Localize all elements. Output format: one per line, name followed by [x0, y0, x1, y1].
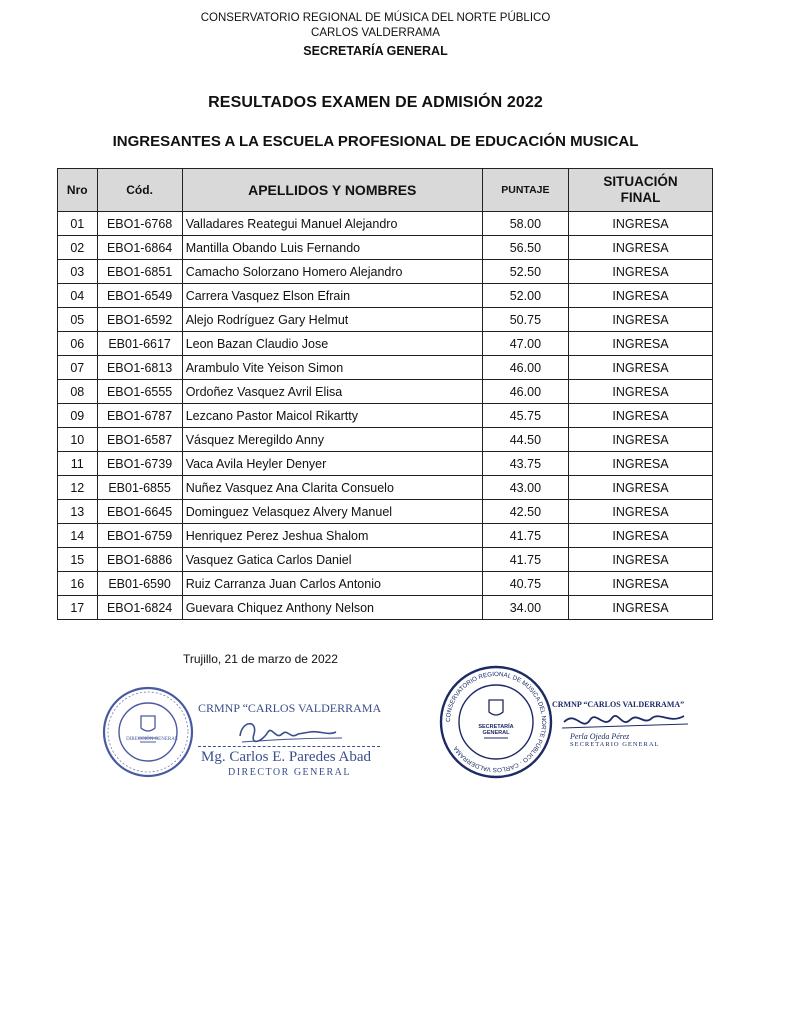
cell-name: Lezcano Pastor Maicol Rikartty	[182, 404, 482, 428]
cell-score: 50.75	[482, 308, 568, 332]
cell-status: INGRESA	[568, 476, 712, 500]
cell-status: INGRESA	[568, 308, 712, 332]
cell-name: Valladares Reategui Manuel Alejandro	[182, 212, 482, 236]
column-header-nro: Nro	[58, 169, 98, 212]
table-row	[58, 212, 713, 236]
table-row	[58, 596, 713, 620]
institution-name-line1: CONSERVATORIO REGIONAL DE MÚSICA DEL NORTE PÚBLICO	[200, 12, 551, 24]
seal-ring-text: CONSERVATORIO REGIONAL DE MÚSICA DEL NORTE PÚBLICO · CARLOS VALDERRAMA	[444, 670, 548, 774]
institution-name-line2: CARLOS VALDERRAMA	[311, 27, 440, 39]
director-role: DIRECTOR GENERAL	[228, 767, 351, 778]
cell-code: EBO1-6549	[97, 284, 182, 308]
column-header-code: Cód.	[97, 169, 182, 212]
cell-name: Ruiz Carranza Juan Carlos Antonio	[182, 572, 482, 596]
cell-name: Vásquez Meregildo Anny	[182, 428, 482, 452]
cell-name: Arambulo Vite Yeison Simon	[182, 356, 482, 380]
cell-nro: 02	[58, 236, 98, 260]
cell-code: EBO1-6787	[97, 404, 182, 428]
table-row	[58, 236, 713, 260]
cell-name: Leon Bazan Claudio Jose	[182, 332, 482, 356]
cell-nro: 01	[58, 212, 98, 236]
cell-name: Nuñez Vasquez Ana Clarita Consuelo	[182, 476, 482, 500]
cell-name: Carrera Vasquez Elson Efrain	[182, 284, 482, 308]
column-header-status-line1: SITUACIÓN	[603, 173, 678, 189]
department-name: SECRETARÍA GENERAL	[303, 44, 448, 58]
cell-score: 34.00	[482, 596, 568, 620]
table-row	[58, 428, 713, 452]
cell-code: EBO1-6886	[97, 548, 182, 572]
cell-code: EBO1-6864	[97, 236, 182, 260]
cell-code: EBO1-6824	[97, 596, 182, 620]
cell-name: Dominguez Velasquez Alvery Manuel	[182, 500, 482, 524]
cell-name: Henriquez Perez Jeshua Shalom	[182, 524, 482, 548]
column-header-status	[568, 169, 712, 212]
cell-name: Guevara Chiquez Anthony Nelson	[182, 596, 482, 620]
cell-status: INGRESA	[568, 236, 712, 260]
results-table	[57, 168, 713, 620]
cell-code: EBO1-6759	[97, 524, 182, 548]
cell-name: Vaca Avila Heyler Denyer	[182, 452, 482, 476]
cell-score: 52.50	[482, 260, 568, 284]
cell-nro: 04	[58, 284, 98, 308]
cell-score: 47.00	[482, 332, 568, 356]
cell-nro: 11	[58, 452, 98, 476]
cell-score: 45.75	[482, 404, 568, 428]
left-stamp-institution: CRMNP “CARLOS VALDERRAMA	[198, 701, 382, 715]
date-line: Trujillo, 21 de marzo de 2022	[183, 652, 338, 666]
table-row	[58, 308, 713, 332]
cell-status: INGRESA	[568, 356, 712, 380]
cell-name: Ordoñez Vasquez Avril Elisa	[182, 380, 482, 404]
cell-score: 43.75	[482, 452, 568, 476]
cell-status: INGRESA	[568, 500, 712, 524]
table-header-row	[58, 169, 713, 212]
cell-status: INGRESA	[568, 380, 712, 404]
cell-code: EBO1-6768	[97, 212, 182, 236]
cell-score: 42.50	[482, 500, 568, 524]
table-row	[58, 524, 713, 548]
cell-status: INGRESA	[568, 260, 712, 284]
cell-status: INGRESA	[568, 284, 712, 308]
table-row	[58, 500, 713, 524]
cell-name: Vasquez Gatica Carlos Daniel	[182, 548, 482, 572]
cell-name: Camacho Solorzano Homero Alejandro	[182, 260, 482, 284]
cell-status: INGRESA	[568, 332, 712, 356]
cell-score: 46.00	[482, 356, 568, 380]
table-row	[58, 476, 713, 500]
director-name: Mg. Carlos E. Paredes Abad	[201, 749, 371, 765]
cell-status: INGRESA	[568, 452, 712, 476]
cell-status: INGRESA	[568, 572, 712, 596]
cell-score: 52.00	[482, 284, 568, 308]
cell-code: EBO1-6645	[97, 500, 182, 524]
cell-name: Mantilla Obando Luis Fernando	[182, 236, 482, 260]
direction-seal	[100, 684, 196, 780]
cell-nro: 16	[58, 572, 98, 596]
cell-score: 46.00	[482, 380, 568, 404]
table-row	[58, 452, 713, 476]
cell-code: EBO1-6592	[97, 308, 182, 332]
document-title: RESULTADOS EXAMEN DE ADMISIÓN 2022	[208, 94, 543, 111]
table-row	[58, 380, 713, 404]
secretary-seal-label: SECRETARÍA GENERAL	[478, 724, 514, 736]
cell-nro: 07	[58, 356, 98, 380]
left-signature-line	[198, 746, 380, 747]
cell-score: 43.00	[482, 476, 568, 500]
column-header-name: APELLIDOS Y NOMBRES	[182, 169, 482, 212]
column-header-score: PUNTAJE	[482, 169, 568, 212]
table-row	[58, 404, 713, 428]
cell-nro: 05	[58, 308, 98, 332]
right-stamp-institution: CRMNP “CARLOS VALDERRAMA”	[552, 700, 685, 709]
table-row	[58, 260, 713, 284]
cell-nro: 06	[58, 332, 98, 356]
secretary-name: Perla Ojeda Pérez	[570, 732, 630, 741]
cell-score: 44.50	[482, 428, 568, 452]
cell-status: INGRESA	[568, 428, 712, 452]
column-header-status-line2: FINAL	[620, 190, 661, 205]
cell-status: INGRESA	[568, 212, 712, 236]
cell-score: 41.75	[482, 548, 568, 572]
cell-nro: 03	[58, 260, 98, 284]
cell-status: INGRESA	[568, 596, 712, 620]
cell-nro: 09	[58, 404, 98, 428]
cell-code: EBO1-6851	[97, 260, 182, 284]
cell-score: 56.50	[482, 236, 568, 260]
cell-score: 41.75	[482, 524, 568, 548]
cell-code: EB01-6855	[97, 476, 182, 500]
table-row	[58, 572, 713, 596]
table-row	[58, 332, 713, 356]
cell-score: 58.00	[482, 212, 568, 236]
table-row	[58, 284, 713, 308]
cell-code: EBO1-6587	[97, 428, 182, 452]
secretary-seal	[438, 664, 554, 780]
cell-code: EBO1-6813	[97, 356, 182, 380]
cell-code: EBO1-6739	[97, 452, 182, 476]
cell-score: 40.75	[482, 572, 568, 596]
cell-code: EBO1-6555	[97, 380, 182, 404]
cell-nro: 17	[58, 596, 98, 620]
table-row	[58, 356, 713, 380]
cell-nro: 15	[58, 548, 98, 572]
table-body	[58, 212, 713, 620]
direction-seal-label: DIRECCIÓN GENERAL	[126, 737, 178, 742]
cell-nro: 10	[58, 428, 98, 452]
document-subtitle: INGRESANTES A LA ESCUELA PROFESIONAL DE EDUCACIÓN MUSICAL	[112, 133, 639, 150]
cell-status: INGRESA	[568, 548, 712, 572]
cell-name: Alejo Rodríguez Gary Helmut	[182, 308, 482, 332]
cell-nro: 14	[58, 524, 98, 548]
cell-status: INGRESA	[568, 524, 712, 548]
cell-code: EB01-6590	[97, 572, 182, 596]
cell-nro: 13	[58, 500, 98, 524]
cell-nro: 08	[58, 380, 98, 404]
secretary-role: SECRETARIO GENERAL	[570, 741, 660, 748]
cell-status: INGRESA	[568, 404, 712, 428]
cell-code: EB01-6617	[97, 332, 182, 356]
table-row	[58, 548, 713, 572]
cell-nro: 12	[58, 476, 98, 500]
